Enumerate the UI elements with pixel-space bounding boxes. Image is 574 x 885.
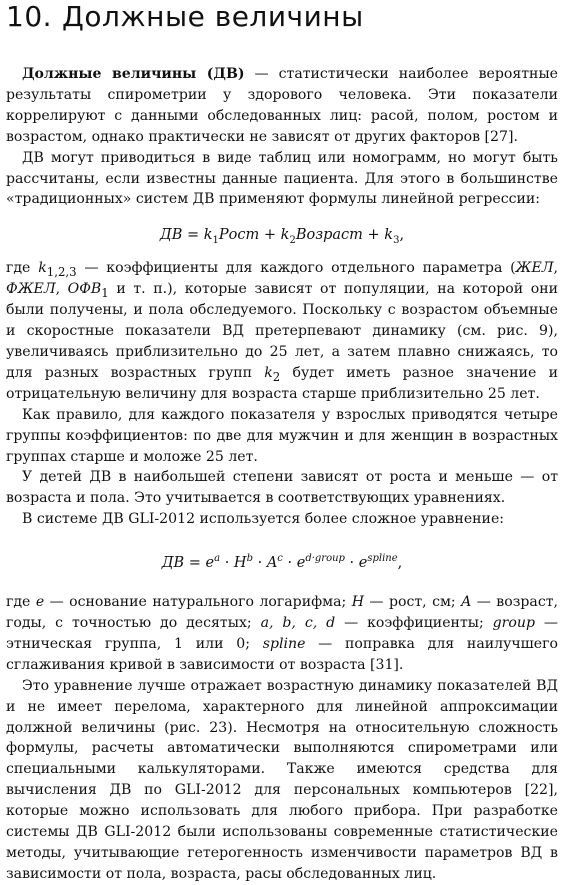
- formula-sup-b: b: [246, 553, 253, 565]
- math-A: A: [461, 594, 472, 611]
- formula-sup-c: c: [277, 553, 283, 565]
- formula-k3-sub: 3: [393, 235, 400, 247]
- section-number: 10.: [6, 0, 53, 33]
- text-run: и т. п.), которые зависят от популяции, на которой они были получены, и пола обследуемого. Поскольку с возрастом объемные и скоростные показатели ВД претерпевают динамику (см. рис. 9), увеличиваясь приблизительно до 25 лет, а затем плавно снижаясь, то для разных возрастных групп: [6, 281, 558, 381]
- formula-k3: k: [384, 227, 394, 244]
- paragraph-children: У детей ДВ в наибольшей степени зависят от роста и меньше — от возраста и пола. Это учитывается в соответствующих уравнениях.: [6, 469, 558, 507]
- math-e: e: [35, 594, 45, 611]
- math-k2-sub: 2: [272, 369, 281, 384]
- formula-k2-sub: 2: [289, 235, 296, 247]
- formula-lhs: ДВ: [161, 555, 185, 572]
- math-group: group: [492, 615, 535, 632]
- section-title: Должные величины: [62, 0, 364, 33]
- math-spline: spline: [262, 635, 306, 652]
- text-run: ,: [553, 260, 559, 277]
- math-k-sub: 1,2,3: [46, 265, 77, 280]
- abbr-fzhel: ФЖЕЛ: [6, 281, 56, 298]
- paragraph-gli-advantages: Это уравнение лучше отражает возрастную динамику показателей ВД и не имеет перелома, характерного для линейной аппроксимации должной величины (рис. 23). Несмотря на относительную сложность формулы, расчеты автоматически выполняются спирометрами или специальными калькуляторами. Также имеются средства для вычисления ДВ по GLI-2012 для персональных компьютеров [22], которые можно использовать для любого прибора. При разработке системы ДВ GLI-2012 были использованы современные статистические методы, учитывающие гетерогенность изменчивости параметров ВД в зависимости от пола, возраста, расы обследованных лиц.: [6, 677, 558, 882]
- formula-linear-regression: [6, 210, 558, 258]
- formula-equals: =: [184, 555, 206, 572]
- text-run: — возраст, годы, с точностью до десятых;: [6, 594, 558, 632]
- abbr-ofv: ОФВ: [67, 281, 102, 298]
- formula-rost: Рост: [218, 227, 260, 244]
- formula-gli-2012: [6, 530, 558, 592]
- formula-sup-dgroup: d·group: [305, 553, 345, 565]
- section-heading: [6, 0, 364, 34]
- formula-k1: k: [203, 227, 213, 244]
- paragraph-coefficients: [6, 258, 558, 404]
- text-run: — рост, см;: [363, 594, 462, 611]
- text-run: — поправка для наилучшего сглаживания кривой в зависимости от возраста [31].: [6, 635, 558, 673]
- formula-sup-spline: spline: [367, 553, 398, 565]
- formula-dot-3: ·: [282, 555, 297, 572]
- formula-k1-sub: 1: [212, 235, 219, 247]
- abbr-ofv-sub: 1: [101, 286, 109, 301]
- paragraph-adult-groups: Как правило, для каждого показателя у взрослых приводятся четыре группы коэффициентов: по две для мужчин и для женщин в возрастных группах старше и моложе 25 лет.: [6, 406, 558, 465]
- formula-comma: ,: [399, 227, 405, 244]
- abbr-zhel: ЖЕЛ: [515, 260, 554, 277]
- formula-k2: k: [280, 227, 290, 244]
- text-run: — этническая группа, 1 или 0;: [6, 615, 559, 652]
- formula-plus-2: +: [362, 227, 385, 244]
- paragraph-definition: [6, 64, 558, 148]
- formula-dot-4: ·: [344, 555, 359, 572]
- formula-vozrast: Возраст: [295, 227, 363, 244]
- text-run: будет иметь разное значение и отрицательную величину для возраста старше приблизительно 25 лет.: [6, 364, 558, 402]
- text-run: где: [6, 594, 36, 611]
- paragraph-regression-intro: ДВ могут приводиться в виде таблиц или номограмм, но могут быть рассчитаны, если известны данные пациента. Для этого в большинстве «традиционных» систем ДВ применяют формулы линейной регрессии:: [6, 149, 558, 208]
- math-k: k: [38, 260, 47, 277]
- formula-e1: e: [205, 555, 215, 572]
- body-text: [6, 64, 558, 885]
- formula-lhs: ДВ: [159, 227, 183, 244]
- formula-comma: ,: [397, 555, 403, 572]
- formula-A: A: [266, 555, 278, 572]
- paragraph-gli-variables: [6, 592, 558, 676]
- text-run: где: [6, 260, 39, 277]
- paragraph-gli-intro: В системе ДВ GLI-2012 используется более сложное уравнение:: [22, 511, 505, 528]
- text-run: — коэффициенты;: [335, 615, 493, 632]
- formula-plus-1: +: [259, 227, 281, 244]
- defined-term: Должные величины (ДВ): [22, 66, 245, 82]
- math-k2: k: [264, 364, 273, 381]
- math-H: H: [351, 594, 364, 611]
- formula-dot-2: ·: [252, 555, 267, 572]
- formula-e3: e: [358, 555, 368, 572]
- math-abcd: a, b, c, d: [260, 615, 336, 632]
- text-run: — коэффициенты для каждого отдельного параметра (: [76, 260, 516, 277]
- formula-equals: =: [182, 227, 204, 244]
- formula-sup-a: a: [214, 553, 221, 565]
- formula-dot-1: ·: [220, 555, 234, 572]
- definition-text: — статистически наиболее вероятные результаты спирометрии у здорового человека. Эти показатели коррелируют с данными обследованных лиц: расой, полом, ростом и возрастом, однако практически не зависят от других факторов [27].: [6, 66, 558, 145]
- formula-H: H: [233, 555, 247, 572]
- text-run: ,: [55, 281, 68, 298]
- formula-e2: e: [296, 555, 306, 572]
- text-run: — основание натурального логарифма;: [44, 594, 352, 611]
